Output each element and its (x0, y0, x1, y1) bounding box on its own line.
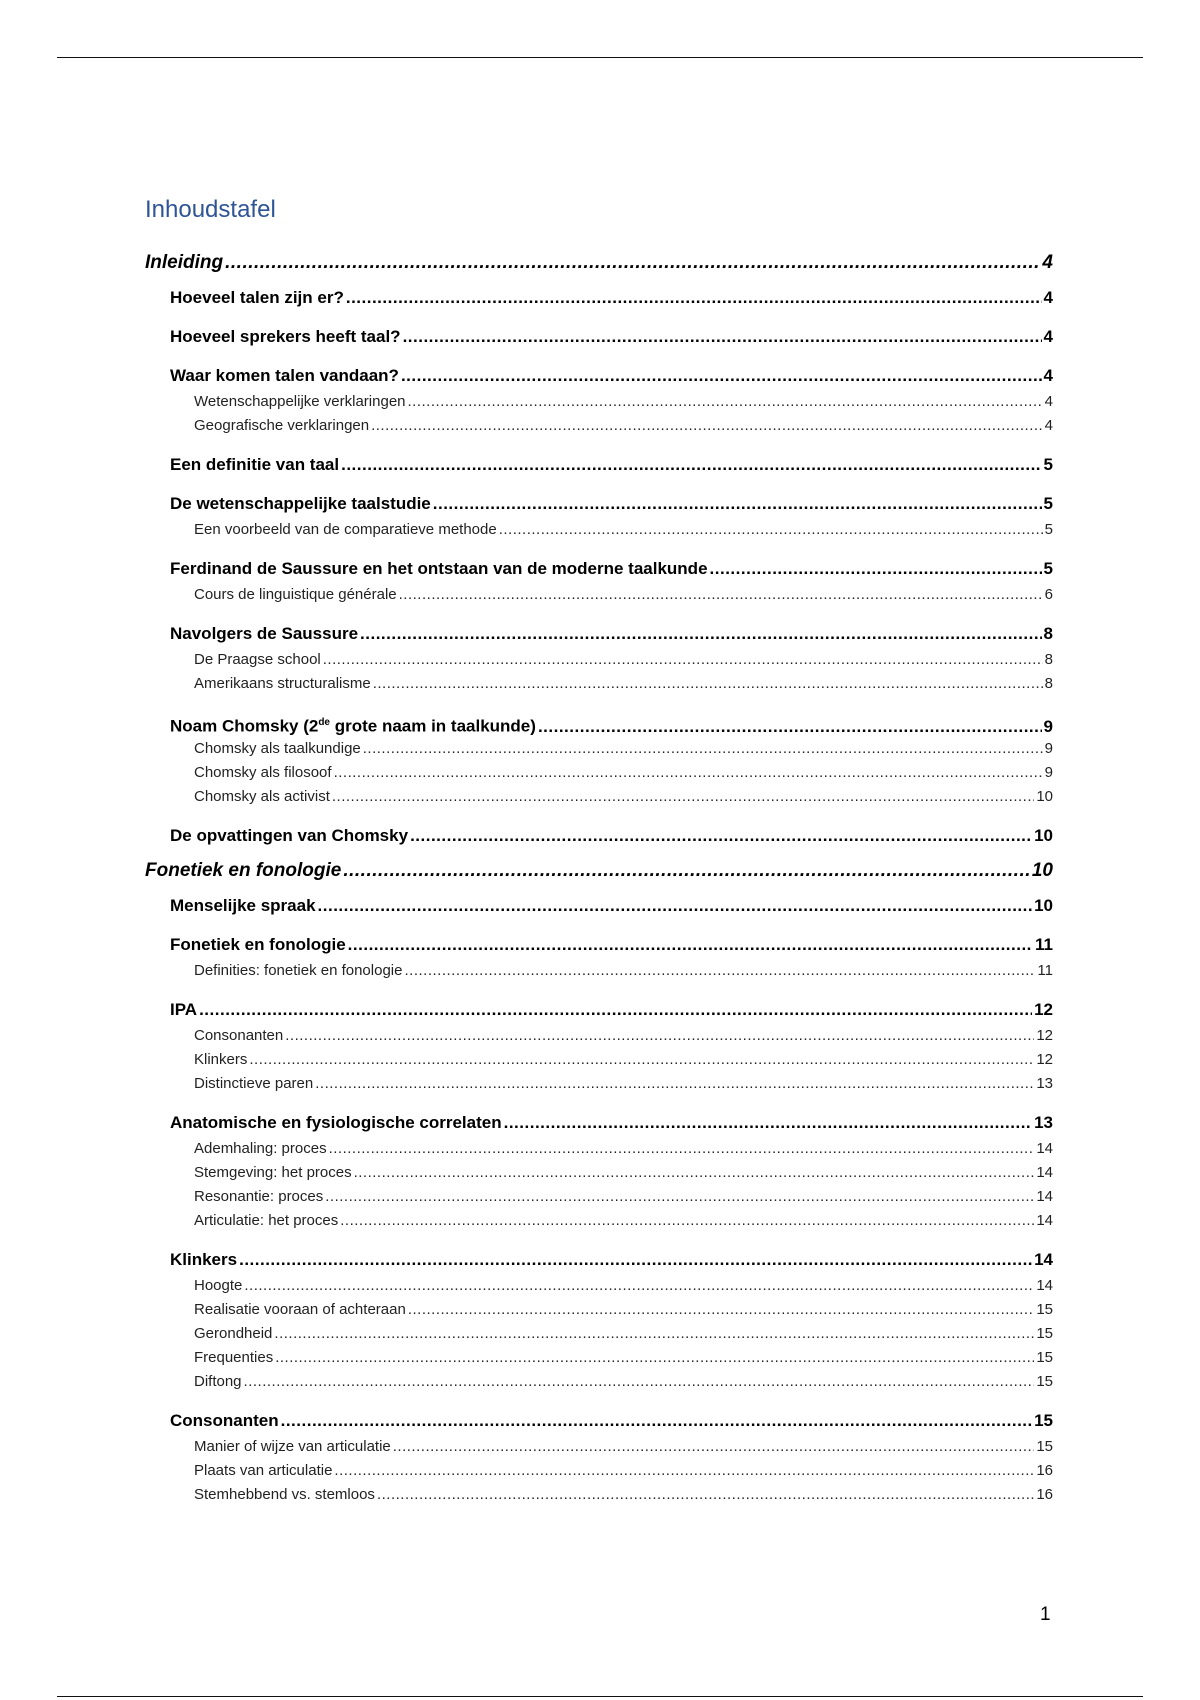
toc-entry-page: 5 (1043, 494, 1053, 513)
dot-leader (343, 854, 1030, 888)
dot-leader (285, 1024, 1034, 1048)
toc-entry[interactable] (145, 622, 1053, 646)
toc-entry-text: Stemhebbend vs. stemloos (194, 1486, 375, 1503)
dot-leader (346, 286, 1042, 310)
dot-leader (239, 1248, 1032, 1272)
toc-entry-page: 6 (1044, 586, 1053, 603)
toc-entry-fonetiek[interactable] (145, 854, 1053, 888)
toc-entry-page: 4 (1042, 252, 1053, 273)
toc-entry-text: Frequenties (194, 1349, 274, 1366)
dot-leader (538, 715, 1042, 739)
dot-leader (315, 1072, 1034, 1096)
header-rule (57, 57, 1143, 58)
toc-entry-text: Articulatie: het proces (194, 1212, 339, 1229)
dot-leader (377, 1483, 1034, 1507)
toc-entry-page: 10 (1036, 788, 1053, 805)
toc-entry-text: Chomsky als activist (194, 788, 330, 805)
toc-entry-page: 16 (1036, 1462, 1053, 1479)
toc-entry-page: 11 (1035, 935, 1053, 954)
toc-subentry[interactable] (145, 1161, 1053, 1185)
toc-subentry[interactable] (145, 1346, 1053, 1370)
toc-entry-page: 4 (1044, 417, 1053, 434)
toc-entry-text: Hoeveel sprekers heeft taal? (170, 327, 401, 346)
toc-subentry[interactable] (145, 390, 1053, 414)
toc-entry-page: 10 (1034, 826, 1053, 845)
toc-entry-text: Een definitie van taal (170, 455, 340, 474)
toc-subentry[interactable] (145, 1137, 1053, 1161)
toc-entry-page: 5 (1044, 521, 1053, 538)
dot-leader (323, 648, 1043, 672)
dot-leader (371, 414, 1043, 438)
toc-entry-page: 15 (1036, 1438, 1053, 1455)
toc-entry-page: 9 (1044, 740, 1053, 757)
toc-entry-text-part: grote naam in taalkunde) (330, 716, 536, 736)
toc-entry-text: Navolgers de Saussure (170, 624, 359, 643)
toc-entry-text: IPA (170, 1000, 198, 1019)
dot-leader (363, 737, 1043, 761)
toc-subentry[interactable] (145, 959, 1053, 983)
toc-entry-text: De opvattingen van Chomsky (170, 826, 409, 845)
toc-entry-text: Chomsky als filosoof (194, 764, 332, 781)
toc-subentry[interactable] (145, 1483, 1053, 1507)
dot-leader (360, 622, 1042, 646)
toc-entry[interactable] (145, 286, 1053, 310)
toc-entry-page: 15 (1034, 1411, 1053, 1430)
dot-leader (275, 1346, 1034, 1370)
toc-entry-text: Diftong (194, 1373, 242, 1390)
toc-entry-page: 9 (1043, 716, 1053, 736)
toc-subentry[interactable] (145, 737, 1053, 761)
toc-subentry[interactable] (145, 518, 1053, 542)
toc-entry-page: 14 (1034, 1250, 1053, 1269)
toc-subentry[interactable] (145, 414, 1053, 438)
toc-entry-page: 15 (1036, 1349, 1053, 1366)
toc-entry-page: 10 (1031, 860, 1053, 881)
dot-leader (399, 583, 1043, 607)
toc-entry-page: 4 (1044, 393, 1053, 410)
dot-leader (433, 492, 1042, 516)
toc-entry-text: Realisatie vooraan of achteraan (194, 1301, 406, 1318)
toc-subentry[interactable] (145, 1274, 1053, 1298)
toc-subentry[interactable] (145, 1072, 1053, 1096)
toc-entry[interactable] (145, 1409, 1053, 1433)
toc-subentry[interactable] (145, 1298, 1053, 1322)
toc-entry-text: Consonanten (170, 1411, 279, 1430)
toc-entry[interactable] (145, 325, 1053, 349)
dot-leader (408, 390, 1043, 414)
dot-leader (401, 364, 1042, 388)
toc-entry-page: 8 (1044, 651, 1053, 668)
toc-entry-text: Wetenschappelijke verklaringen (194, 393, 406, 410)
dot-leader (504, 1111, 1032, 1135)
toc-entry[interactable] (145, 1248, 1053, 1272)
toc-entry-page: 10 (1034, 896, 1053, 915)
toc-entry-page: 9 (1044, 764, 1053, 781)
toc-entry-page: 5 (1043, 559, 1053, 578)
dot-leader (281, 1409, 1032, 1433)
toc-entry-text: Gerondheid (194, 1325, 273, 1342)
toc-entry-page: 4 (1043, 288, 1053, 307)
toc-entry-text: Chomsky als taalkundige (194, 740, 361, 757)
toc-entry-page: 13 (1036, 1075, 1053, 1092)
toc-entry-text-part: Noam Chomsky (2 (170, 716, 319, 736)
toc-entry-text: Ademhaling: proces (194, 1140, 327, 1157)
dot-leader (332, 785, 1034, 809)
toc-entry-page: 4 (1043, 366, 1053, 385)
toc-entry-page: 4 (1043, 327, 1053, 346)
toc-subentry[interactable] (145, 1459, 1053, 1483)
toc-entry-text: Klinkers (194, 1051, 248, 1068)
superscript: de (318, 717, 330, 728)
toc-entry-text: Distinctieve paren (194, 1075, 314, 1092)
dot-leader (340, 1209, 1034, 1233)
dot-leader (408, 1298, 1035, 1322)
dot-leader (354, 1161, 1035, 1185)
toc-entry-text: Menselijke spraak (170, 896, 316, 915)
toc-subentry[interactable] (145, 1185, 1053, 1209)
toc-entry-text: Stemgeving: het proces (194, 1164, 352, 1181)
toc-entry-noam-chomsky[interactable] (145, 711, 1053, 735)
toc-subentry[interactable] (145, 583, 1053, 607)
toc-entry[interactable] (145, 824, 1053, 848)
toc-entry-page: 15 (1036, 1301, 1053, 1318)
dot-leader (325, 1185, 1034, 1209)
dot-leader (199, 998, 1032, 1022)
dot-leader (274, 1322, 1034, 1346)
dot-leader (404, 959, 1035, 983)
page-number: 1 (1040, 1604, 1051, 1625)
toc-entry[interactable] (145, 557, 1053, 581)
toc-entry-text: Ferdinand de Saussure en het ontstaan van de moderne taalkunde (170, 559, 708, 578)
toc-entry-page: 14 (1036, 1140, 1053, 1157)
toc-entry-text: Hoeveel talen zijn er? (170, 288, 344, 307)
toc-entry-text: Definities: fonetiek en fonologie (194, 962, 403, 979)
dot-leader (710, 557, 1042, 581)
toc-entry-text: Geografische verklaringen (194, 417, 370, 434)
toc-entry-text: Amerikaans structuralisme (194, 675, 371, 692)
dot-leader (249, 1048, 1034, 1072)
toc-title: Inhoudstafel (145, 196, 276, 223)
dot-leader (225, 246, 1040, 280)
toc-entry[interactable] (145, 998, 1053, 1022)
dot-leader (341, 453, 1041, 477)
toc-entry-page: 14 (1036, 1164, 1053, 1181)
toc-entry-page: 14 (1036, 1277, 1053, 1294)
toc-entry-page: 8 (1043, 624, 1053, 643)
toc-entry-text: Een voorbeeld van de comparatieve methode (194, 521, 497, 538)
toc-entry-text: De Praagse school (194, 651, 321, 668)
toc-entry-page: 15 (1036, 1373, 1053, 1390)
toc-entry[interactable] (145, 933, 1053, 957)
dot-leader (410, 824, 1032, 848)
dot-leader (244, 1370, 1035, 1394)
toc-entry-text: Plaats van articulatie (194, 1462, 333, 1479)
toc-entry-page: 12 (1036, 1027, 1053, 1044)
toc-subentry[interactable] (145, 1024, 1053, 1048)
dot-leader (373, 672, 1043, 696)
toc-entry-page: 16 (1036, 1486, 1053, 1503)
toc-entry[interactable] (145, 1111, 1053, 1135)
dot-leader (334, 761, 1043, 785)
toc-subentry[interactable] (145, 672, 1053, 696)
toc-entry-text: Hoogte (194, 1277, 243, 1294)
toc-entry[interactable] (145, 364, 1053, 388)
toc-subentry[interactable] (145, 1435, 1053, 1459)
dot-leader (403, 325, 1042, 349)
toc-entry-text: Fonetiek en fonologie (170, 935, 346, 954)
toc-entry-text: Inleiding (145, 252, 224, 273)
toc-entry-text: Manier of wijze van articulatie (194, 1438, 391, 1455)
toc-subentry[interactable] (145, 1048, 1053, 1072)
toc-entry-text: Consonanten (194, 1027, 284, 1044)
toc-entry-text (170, 711, 536, 739)
toc-entry-page: 14 (1036, 1188, 1053, 1205)
toc-subentry[interactable] (145, 761, 1053, 785)
dot-leader (499, 518, 1043, 542)
toc-entry-text: Anatomische en fysiologische correlaten (170, 1113, 502, 1132)
toc-subentry[interactable] (145, 648, 1053, 672)
dot-leader (318, 894, 1033, 918)
footer-rule (57, 1696, 1143, 1697)
dot-leader (329, 1137, 1035, 1161)
toc-entry[interactable] (145, 894, 1053, 918)
toc-subentry[interactable] (145, 1370, 1053, 1394)
toc-entry-page: 13 (1034, 1113, 1053, 1132)
toc-entry-page: 14 (1036, 1212, 1053, 1229)
dot-leader (393, 1435, 1035, 1459)
toc-entry[interactable] (145, 453, 1053, 477)
toc-subentry[interactable] (145, 1322, 1053, 1346)
toc-entry-inleiding[interactable] (145, 246, 1053, 280)
toc-entry-text: Cours de linguistique générale (194, 586, 397, 603)
toc-subentry[interactable] (145, 785, 1053, 809)
toc-entry-page: 8 (1044, 675, 1053, 692)
toc-entry-page: 12 (1036, 1051, 1053, 1068)
toc-entry[interactable] (145, 492, 1053, 516)
toc-entry-page: 15 (1036, 1325, 1053, 1342)
toc-subentry[interactable] (145, 1209, 1053, 1233)
toc-entry-text: Waar komen talen vandaan? (170, 366, 399, 385)
toc-entry-page: 12 (1034, 1000, 1053, 1019)
toc-entry-page: 5 (1043, 455, 1053, 474)
dot-leader (334, 1459, 1034, 1483)
dot-leader (244, 1274, 1034, 1298)
toc-entry-text: Fonetiek en fonologie (145, 860, 342, 881)
toc-entry-text: Resonantie: proces (194, 1188, 324, 1205)
toc-entry-text: Klinkers (170, 1250, 238, 1269)
toc-entry-text: De wetenschappelijke taalstudie (170, 494, 431, 513)
table-of-contents (145, 246, 1053, 1507)
dot-leader (348, 933, 1033, 957)
toc-entry-page: 11 (1037, 962, 1053, 979)
